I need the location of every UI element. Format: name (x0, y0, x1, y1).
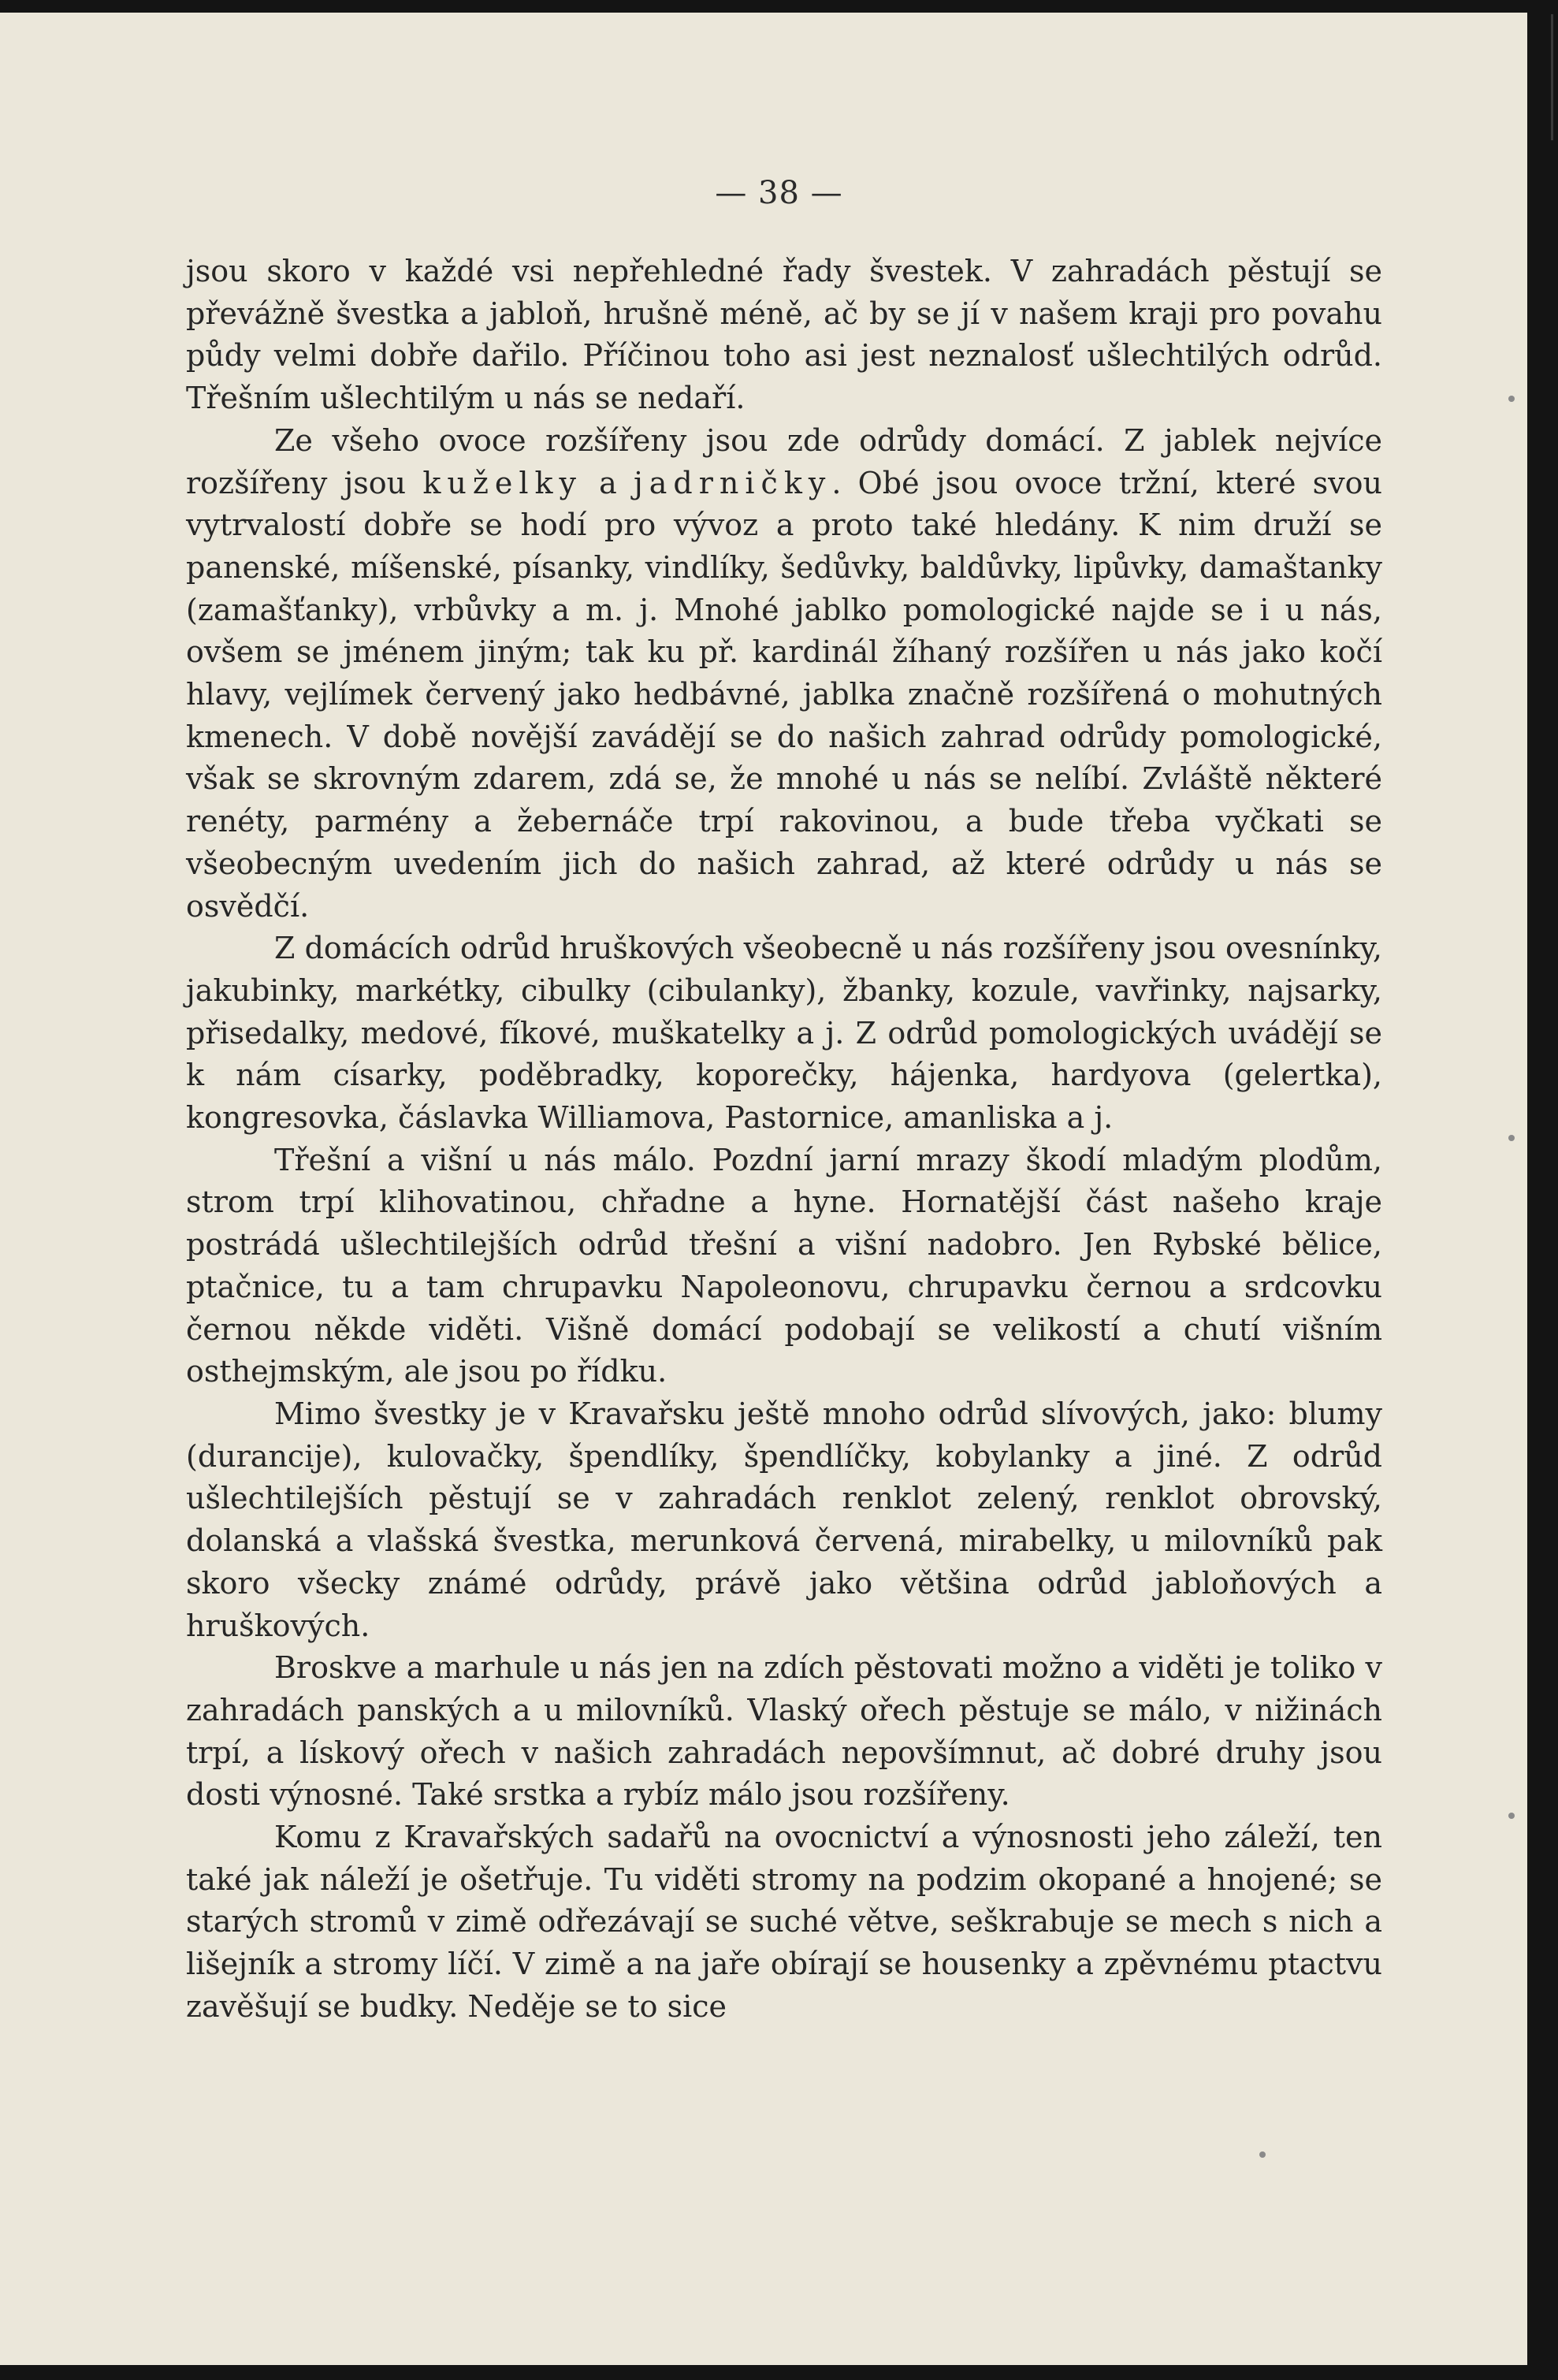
page-number: — 38 — (715, 175, 843, 211)
margin-speck (1508, 396, 1515, 402)
paragraph-2-intro: Ze všeho ovoce rozšířeny jsou zde odrůdy domácí. Z jablek nejvíce rozšířeny jsou (186, 422, 1382, 500)
paragraph-6: Broskve a marhule u nás jen na zdích pěstovati možno a viděti je toliko v zahradách panských a u milovníků. Vlaský ořech pěstuje se málo, v nižinách trpí, a lískový ořech v našich zahradách nepovšímnut, ač dobré druhy jsou dosti výnosné. Také srstka a rybíz málo jsou rozšířeny. (186, 1650, 1382, 1813)
margin-speck (1508, 1135, 1515, 1141)
term-jadrnicky: jadrničky (633, 465, 832, 500)
paragraph-2-rest: . Obé jsou ovoce tržní, které svou vytrvalostí dobře se hodí pro vývoz a proto také hledány. K nim druží se panenské, míšenské, písanky, vindlíky, šedůvky, baldůvky, lipůvky, damaštanky (zamašťanky), vrbůvky a m. j. Mnohé jablko pomologické najde se i u nás, ovšem se jménem jiným; tak ku př. kardinál žíhaný rozšířen u nás jako kočí hlavy, vejlímek červený jako hedbávné, jablka značně rozšířená o mohutných kmenech. V době novější zavádějí se do našich zahrad odrůdy pomologické, však se skrovným zdarem, zdá se, že mnohé u nás se nelíbí. Zvláště některé renéty, parmény a žebernáče trpí rakovinou, a bude třeba vyčkati se všeobecným uvedením jich do našich zahrad, až které odrůdy u nás se osvědčí. (186, 465, 1382, 924)
page-edge (1551, 14, 1553, 140)
margin-speck (1259, 2151, 1266, 2158)
term-kuzelky: kuželky (422, 465, 582, 500)
paragraph-7: Komu z Kravařských sadařů na ovocnictví a výnosnosti jeho záleží, ten také jak náleží je ošetřuje. Tu viděti stromy na podzim okopané a hnojené; se starých stromů v zimě odřezávají se suché větve, seškrabuje se mech s nich a lišejník a stromy líčí. V zimě a na jaře obírají se housenky a zpěvnému ptactvu zavěšují se budky. Neděje se to sice (186, 1820, 1382, 2024)
paragraph-3: Z domácích odrůd hruškových všeobecně u nás rozšířeny jsou ovesnínky, jakubinky, markétky, cibulky (cibulanky), žbanky, kozule, vavřinky, najsarky, přisedalky, medové, fíkové, muškatelky a j. Z odrůd pomologických uvádějí se k nám císarky, poděbradky, koporečky, hájenka, hardyova (gelertka), kongresovka, čáslavka Williamova, Pastornice, amanliska a j. (186, 931, 1382, 1136)
margin-speck (1508, 1813, 1515, 1819)
paragraph-2-conjunction: a (582, 465, 634, 500)
paragraph-2 (186, 420, 1382, 928)
paragraph-4: Třešní a višní u nás málo. Pozdní jarní mrazy škodí mladým plodům, strom trpí klihovatinou, chřadne a hyne. Hornatější část našeho kraje postrádá ušlechtilejších odrůd třešní a višní nadobro. Jen Rybské bělice, ptačnice, tu a tam chrupavku Napoleonovu, chrupavku černou a srdcovku černou někde viděti. Višně domácí podobají se velikostí a chutí višním osthejmským, ale jsou po řídku. (186, 1142, 1382, 1389)
paragraph-5: Mimo švestky je v Kravařsku ještě mnoho odrůd slívových, jako: blumy (durancije), kulovačky, špendlíky, špendlíčky, kobylanky a jiné. Z odrůd ušlechtilejších pěstují se v zahradách renklot zelený, renklot obrovský, dolanská a vlašská švestka, merunková červená, mirabelky, u milovníků pak skoro všecky známé odrůdy, právě jako většina odrůd jabloňových a hruškových. (186, 1396, 1382, 1643)
body-text (186, 251, 1382, 2029)
paragraph-1: jsou skoro v každé vsi nepřehledné řady švestek. V zahradách pěstují se převážně švestka a jabloň, hrušně méně, ač by se jí v našem kraji pro povahu půdy velmi dobře dařilo. Příčinou toho asi jest neznalosť ušlechtilých odrůd. Třešním ušlechtilým u nás se nedaří. (186, 254, 1382, 416)
